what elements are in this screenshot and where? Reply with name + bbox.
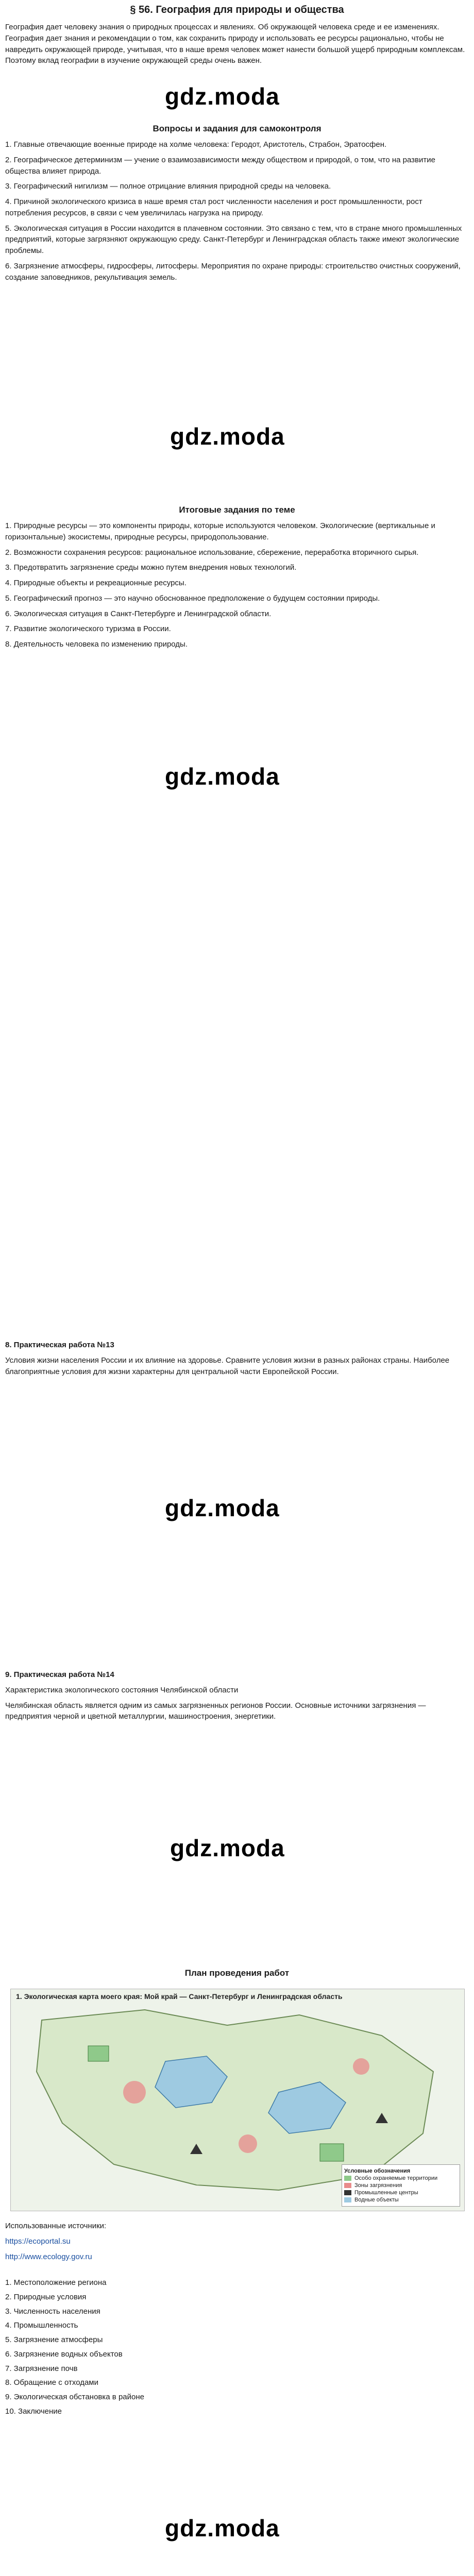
sources-label: Использованные источники: xyxy=(5,2222,107,2230)
question-item: 2. Географическое детерминизм — учение о взаимозависимости между обществом и природой, о том, что на развитие общества влияет природа. xyxy=(5,155,435,176)
source-link[interactable]: http://www.ecology.gov.ru xyxy=(5,2252,92,2261)
final-item: 1. Природные ресурсы — это компоненты природы, которые используются человеком. Экологические (вертикальные и горизонтальные) экосистемы, природные ресурсы, природопользование. xyxy=(5,521,435,541)
map-legend xyxy=(342,2164,460,2207)
plan-item: 10. Заключение xyxy=(5,2406,62,2416)
practical13-block xyxy=(5,1340,469,1381)
plan-item: 7. Загрязнение почв xyxy=(5,2364,78,2373)
final-item: 5. Географический прогноз — это научно обоснованное предположение о будущем состоянии природы. xyxy=(5,594,380,603)
final-block xyxy=(5,505,469,515)
plan-item: 2. Природные условия xyxy=(5,2292,87,2301)
final-item: 6. Экологическая ситуация в Санкт-Петербурге и Ленинградской области. xyxy=(5,609,272,618)
practical14-title: 9. Практическая работа №14 xyxy=(5,1670,114,1679)
practical13-text: Условия жизни населения России и их влияние на здоровье. Сравните условия жизни в разных районах страны. Наиболее благоприятные условия для жизни характерны для центральной части Европейской России. xyxy=(5,1355,450,1376)
intro-block xyxy=(5,22,469,71)
plan-item: 9. Экологическая обстановка в районе xyxy=(5,2393,144,2401)
source-link[interactable]: https://ecoportal.su xyxy=(5,2236,71,2246)
map-title: 1. Экологическая карта моего края: Мой край — Санкт-Петербург и Ленинградская область xyxy=(16,1992,343,2001)
plan-title: План проведения работ xyxy=(184,1968,290,1978)
plan-item: 6. Загрязнение водных объектов xyxy=(5,2349,123,2359)
final-item: 2. Возможности сохранения ресурсов: рациональное использование, сбережение, переработка вторичного сырья. xyxy=(5,548,419,557)
question-item: 1. Главные отвечающие военные природе на холме человека: Геродот, Аристотель, Страбон, Эратосфен. xyxy=(5,140,387,149)
watermark: gdz.moda xyxy=(165,763,280,790)
question-item: 6. Загрязнение атмосферы, гидросферы, литосферы. Мероприятия по охране природы: строительство очистных сооружений, создание заповедников, рекультивация земель. xyxy=(5,261,461,282)
practical14-text: Челябинская область является одним из самых загрязненных регионов России. Основные источники загрязнения — предприятия черной и цветной металлургии, машиностроения, энергетики. xyxy=(5,1701,426,1721)
plan-item: 1. Местоположение региона xyxy=(5,2278,107,2287)
questions-list xyxy=(5,139,469,287)
watermark: gdz.moda xyxy=(170,423,285,450)
final-title: Итоговые задания по теме xyxy=(179,505,295,515)
questions-block xyxy=(5,124,469,134)
watermark: gdz.moda xyxy=(165,2515,280,2541)
watermark: gdz.moda xyxy=(165,83,280,110)
plan-item: 4. Промышленность xyxy=(5,2321,78,2330)
question-item: 3. Географический нигилизм — полное отрицание влияния природной среды на человека. xyxy=(5,182,331,191)
final-item: 4. Природные объекты и рекреационные ресурсы. xyxy=(5,579,187,587)
plan-list xyxy=(5,2277,469,2420)
legend-item: Водные объекты xyxy=(344,2197,458,2203)
questions-title: Вопросы и задания для самоконтроля xyxy=(153,124,321,133)
final-item: 3. Предотвратить загрязнение среды можно путем внедрения новых технологий. xyxy=(5,563,297,572)
page-title: § 56. География для природы и общества xyxy=(130,4,344,15)
question-item: 5. Экологическая ситуация в России находится в плачевном состоянии. Это связано с тем, что в стране много промышленных предприятий, которые загрязняют окружающую среду. Санкт-Петербург и Ленинградская область также имеют экологические проблемы. xyxy=(5,224,462,255)
plan-item: 3. Численность населения xyxy=(5,2307,100,2316)
section-header xyxy=(5,4,469,16)
plan-item: 8. Обращение с отходами xyxy=(5,2378,98,2387)
watermark: gdz.moda xyxy=(170,1835,285,1861)
legend-item: Особо охраняемые территории xyxy=(344,2175,458,2181)
sources-block xyxy=(5,2221,469,2266)
practical14-subtitle: Характеристика экологического состояния Челябинской области xyxy=(5,1685,239,1694)
plan-block xyxy=(5,1968,469,1978)
final-list xyxy=(5,520,469,654)
legend-item: Зоны загрязнения xyxy=(344,2182,458,2189)
final-item: 7. Развитие экологического туризма в России. xyxy=(5,624,171,634)
intro-text: География дает человеку знания о природных процессах и явлениях. Об окружающей человека среде и ее изменениях. География дает знания и рекомендации о том, как сохранить природу и использовать ее ресурсы рационально, чтобы не навредить окружающей природе, учитывая, что в наше время человек может нанести большой ущерб природным комплексам. Поэтому вклад географии в изучение окружающей среды очень важен. xyxy=(5,23,465,65)
question-item: 4. Причиной экологического кризиса в наше время стал рост численности населения и рост промышленности, рост потребления ресурсов, в связи с чем увеличилась нагрузка на природу. xyxy=(5,197,422,217)
watermark: gdz.moda xyxy=(165,1495,280,1521)
practical14-block xyxy=(5,1669,469,1726)
legend-title: Условные обозначения xyxy=(344,2168,411,2174)
final-item: 8. Деятельность человека по изменению природы. xyxy=(5,640,188,649)
ecology-map xyxy=(10,1989,465,2211)
plan-item: 5. Загрязнение атмосферы xyxy=(5,2335,103,2344)
practical13-title: 8. Практическая работа №13 xyxy=(5,1341,114,1349)
legend-item: Промышленные центры xyxy=(344,2190,458,2196)
